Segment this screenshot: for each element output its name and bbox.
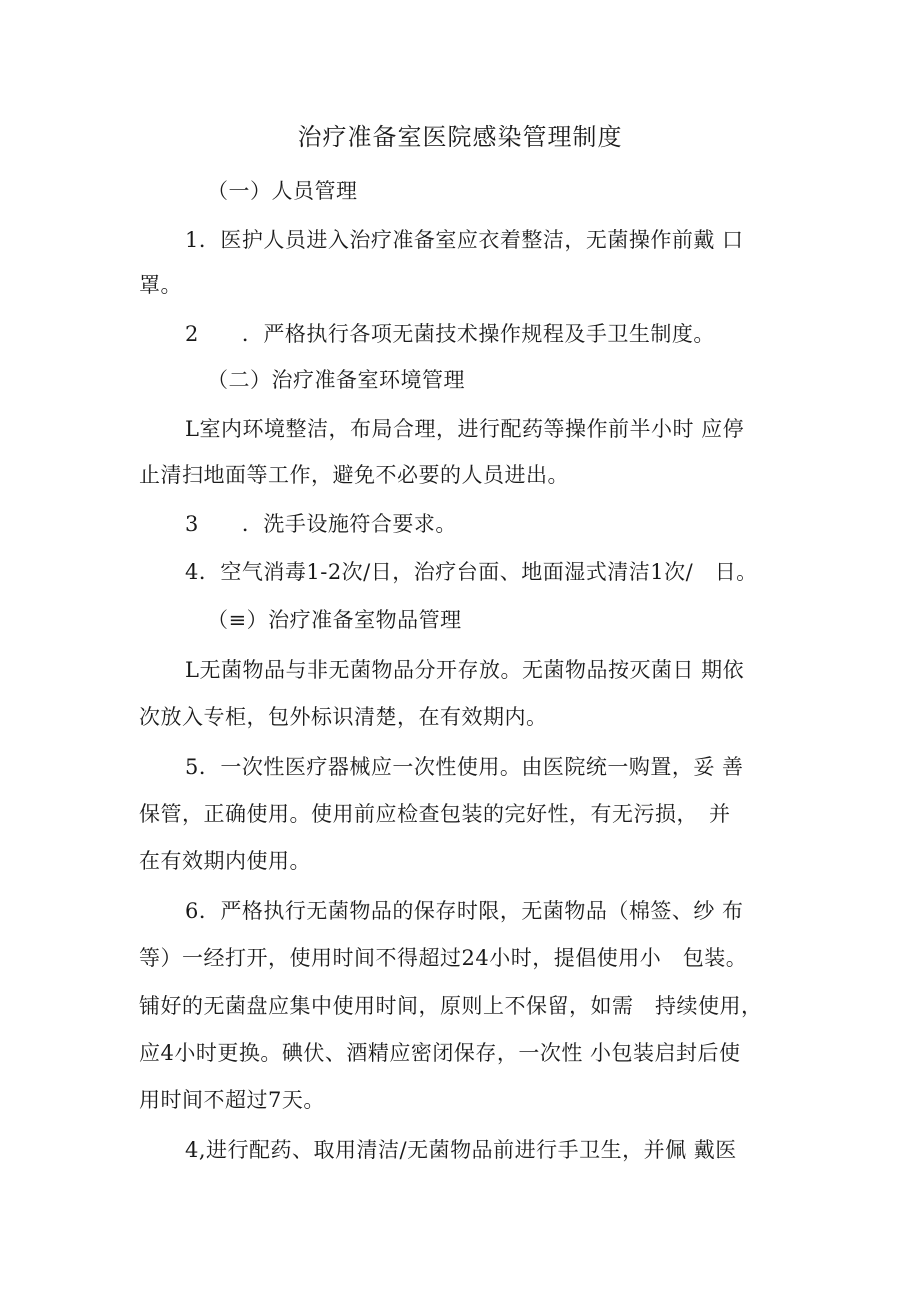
paragraph-line: 止清扫地面等工作，避免不必要的人员进出。 [139, 463, 569, 487]
section-heading-supplies: （≡）治疗准备室物品管理 [207, 608, 462, 632]
paragraph-line: 次放入专柜，包外标识清楚，在有效期内。 [139, 705, 548, 729]
document-title: 治疗准备室医院感染管理制度 [297, 123, 623, 151]
paragraph-line: L无菌物品与非无菌物品分开存放。无菌物品按灭菌日 期依 [185, 658, 745, 682]
paragraph-line: 3 ．洗手设施符合要求。 [185, 512, 457, 536]
paragraph-line: 应4小时更换。碘伏、酒精应密闭保存，一次性 小包装启封后使 [139, 1041, 741, 1065]
paragraph-line: 铺好的无菌盘应集中使用时间，原则上不保留，如需 持续使用， [139, 994, 763, 1018]
paragraph-line: 4．空气消毒1-2次/日，治疗台面、地面湿式清洁1次/ 日。 [185, 560, 758, 584]
section-heading-environment: （二）治疗准备室环境管理 [207, 368, 465, 392]
paragraph-line: 2 ．严格执行各项无菌技术操作规程及手卫生制度。 [185, 322, 715, 346]
paragraph-line: 等）一经打开，使用时间不得超过24小时，提倡使用小 包装。 [139, 946, 748, 970]
paragraph-line: 保管，正确使用。使用前应检查包装的完好性，有无污损， 并 [139, 802, 731, 826]
paragraph-line: 1．医护人员进入治疗准备室应衣着整洁，无菌操作前戴 口 [185, 228, 744, 252]
paragraph-line: 用时间不超过7天。 [139, 1088, 325, 1112]
paragraph-line: 罩。 [139, 273, 182, 297]
paragraph-line: 4,进行配药、取用清洁/无菌物品前进行手卫生，并佩 戴医 [185, 1138, 737, 1162]
paragraph-line: L室内环境整洁，布局合理，进行配药等操作前半小时 应停 [185, 417, 745, 441]
paragraph-line: 5．一次性医疗器械应一次性使用。由医院统一购置，妥 善 [185, 755, 744, 779]
paragraph-line: 在有效期内使用。 [139, 849, 311, 873]
paragraph-line: 6．严格执行无菌物品的保存时限，无菌物品（棉签、纱 布 [185, 899, 744, 923]
section-heading-personnel: （一）人员管理 [207, 179, 358, 203]
